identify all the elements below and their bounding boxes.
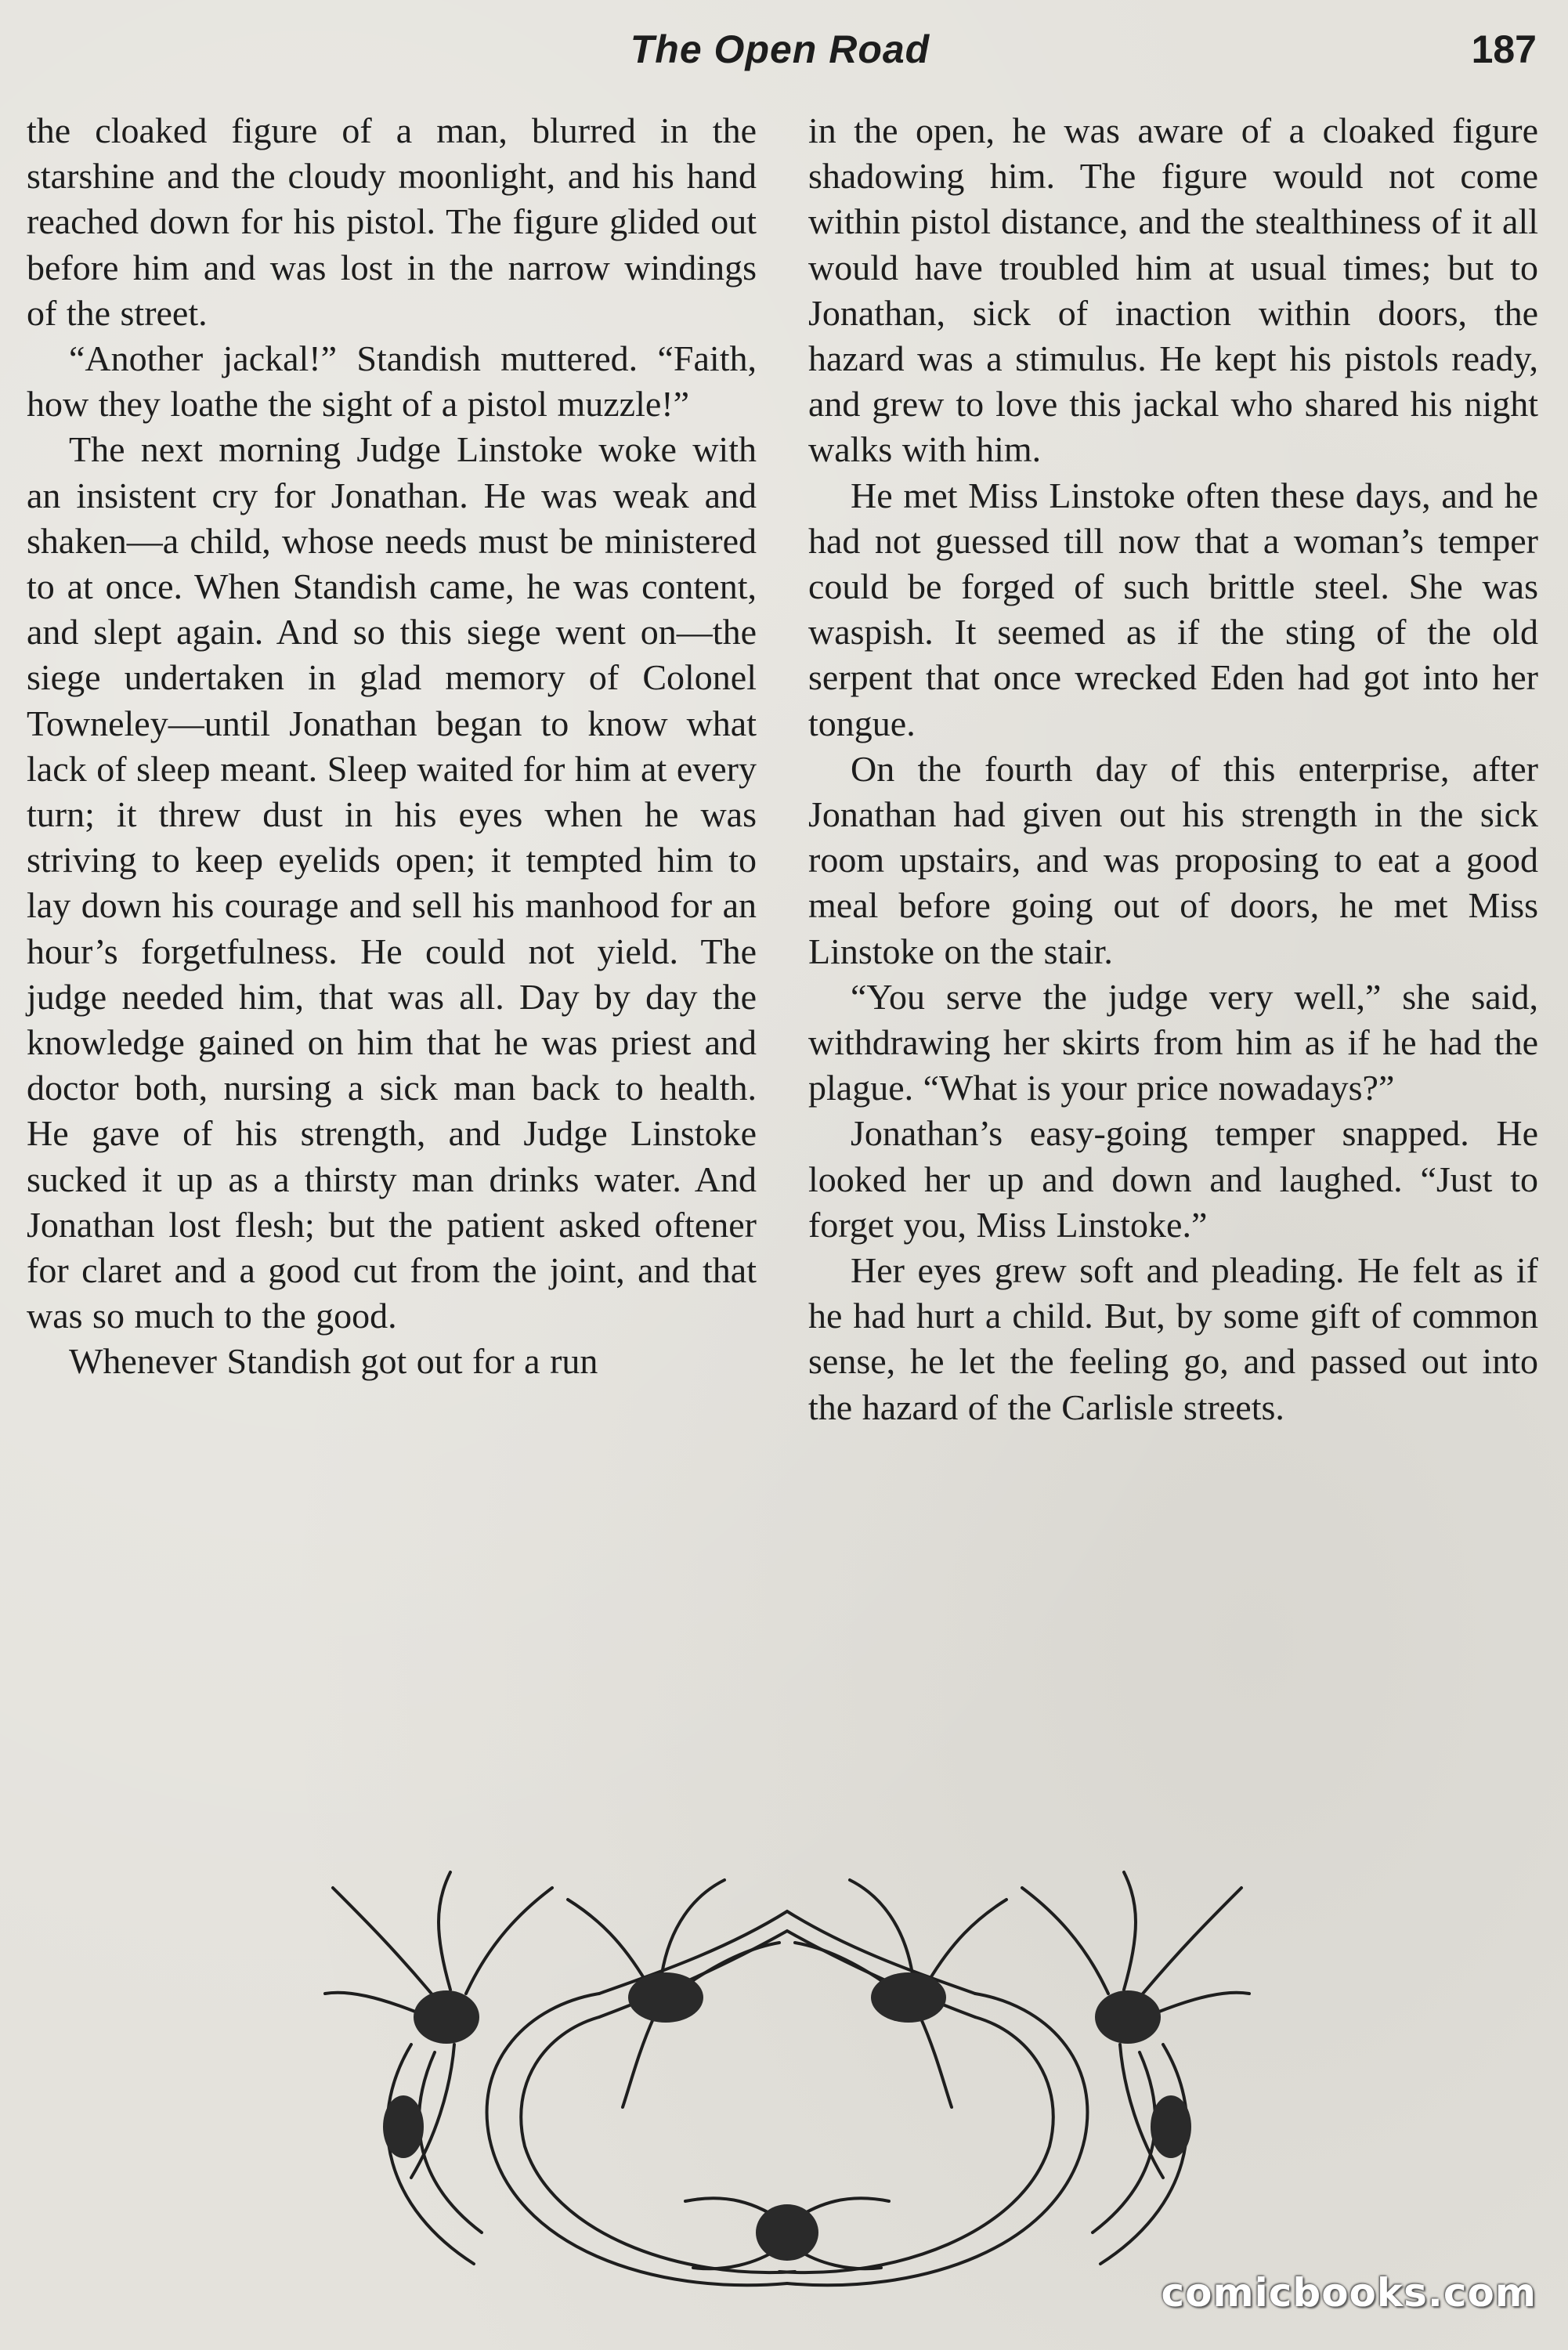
page-number: 187 bbox=[1471, 27, 1537, 71]
flower-head-inner-left bbox=[628, 1972, 703, 2023]
paragraph: in the open, he was aware of a cloaked figure shadowing him. The figure would not come within pistol distance, and the stealthiness of it all would have troubled him at usual times; but to Jonathan, sick of inaction within doors, the hazard was a stimulus. He kept his pistols ready, and grew to love this jackal who shared his night walks with him. bbox=[808, 110, 1538, 470]
paragraph: the cloaked figure of a man, blurred in the starshine and the cloudy moonlight, and his hand reached down for his pistol. The figure glided out before him and was lost in the narrow windings of the street. bbox=[27, 110, 757, 333]
paragraph: “Another jackal!” Standish muttered. “Faith, how they loathe the sight of a pistol muzzle!” bbox=[27, 338, 757, 425]
paragraph: Her eyes grew soft and pleading. He felt as if he had hurt a child. But, by some gift of common sense, he let the feeling go, and passed out into the hazard of the Carlisle streets. bbox=[808, 1250, 1538, 1427]
flower-head-left bbox=[414, 1990, 479, 2044]
right-column bbox=[808, 108, 1538, 1430]
paragraph: He met Miss Linstoke often these days, and he had not guessed till now that a woman’s temper could be forged of such brittle steel. She was waspish. It seemed as if the sting of the old serpent that once wrecked Eden had got into her tongue. bbox=[808, 475, 1538, 743]
left-column bbox=[27, 108, 757, 1385]
floral-ornament bbox=[317, 1856, 1257, 2303]
paragraph: “You serve the judge very well,” she said, withdrawing her skirts from him as if he had the plague. “What is your price nowadays?” bbox=[808, 976, 1538, 1108]
running-title: The Open Road bbox=[630, 27, 930, 71]
flower-head-bottom bbox=[756, 2204, 818, 2261]
flower-head-right bbox=[1095, 1990, 1161, 2044]
paragraph: Whenever Standish got out for a run bbox=[69, 1341, 598, 1382]
paragraph: On the fourth day of this enterprise, after Jonathan had given out his strength in the sick room upstairs, and was proposing to eat a good meal before going out of doors, he met Miss Linstoke on the stair. bbox=[808, 748, 1538, 971]
paragraph: The next morning Judge Linstoke woke with an insistent cry for Jonathan. He was weak and shaken—a child, whose needs must be ministered to at once. When Standish came, he was content, and slept again. And so this siege went on—the siege undertaken in glad memory of Colonel Towneley—until Jonathan began to know what lack of sleep meant. Sleep waited for him at every turn; it threw dust in his eyes when he was striving to keep eyelids open; it tempted him to lay down his courage and sell his manhood for an hour’s forgetfulness. He could not yield. The judge needed him, that was all. Day by day the knowledge gained on him that he was priest and doctor both, nursing a sick man back to health. He gave of his strength, and Judge Linstoke sucked it up as a thirsty man drinks water. And Jonathan lost flesh; but the patient asked oftener for claret and a good cut from the joint, and that was so much to the good. bbox=[27, 429, 757, 1336]
frame-left-stem bbox=[487, 1994, 787, 2285]
page-header bbox=[23, 24, 1537, 78]
paragraph: Jonathan’s easy-going temper snapped. He looked her up and down and laughed. “Just to forget you, Miss Linstoke.” bbox=[808, 1113, 1538, 1245]
frame-right-stem bbox=[787, 1994, 1087, 2285]
watermark: comicbooks.com bbox=[1161, 2270, 1537, 2316]
flower-head-inner-right bbox=[871, 1972, 946, 2023]
